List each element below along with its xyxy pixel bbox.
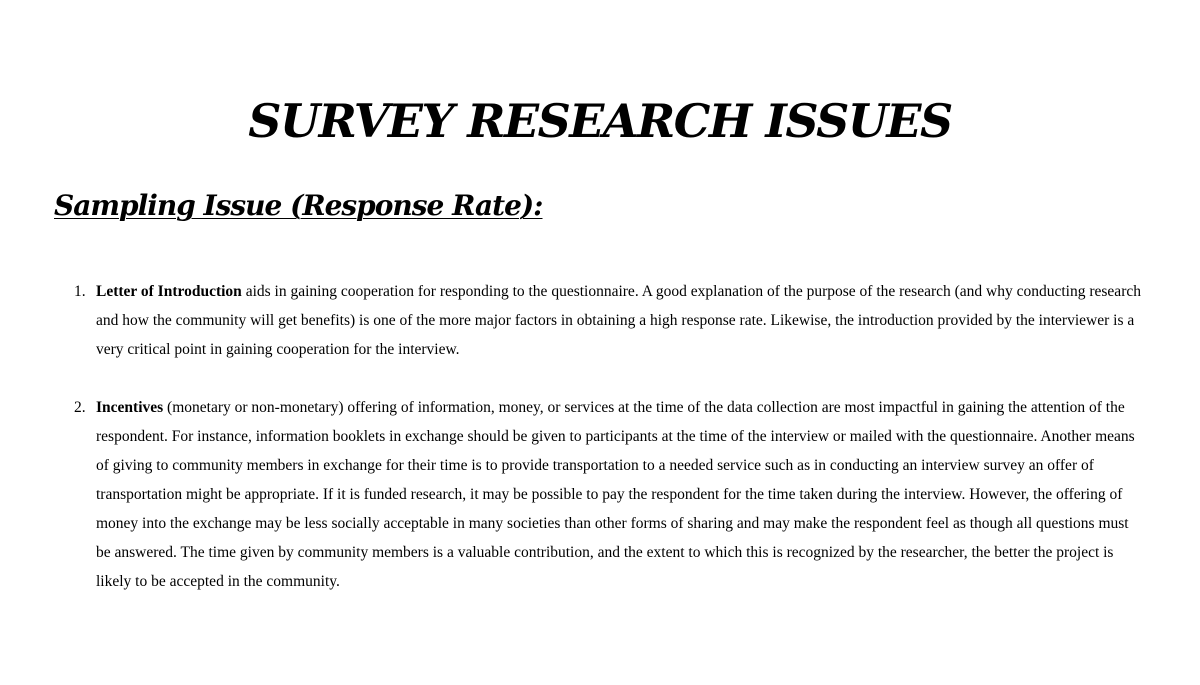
list-item-text: aids in gaining cooperation for responding to the questionnaire. A good explanation of the purpose of the research (and why conducting research and how the community will get benefits) is one of the more major factors in obtaining a high response rate. Likewise, the introduction provided by the interviewer is a very critical point in gaining cooperation for the interview.: [96, 283, 1141, 358]
list-item-number: 2.: [74, 399, 86, 416]
list-item-lead: Incentives: [96, 399, 164, 416]
list-item-lead: Letter of Introduction: [96, 283, 242, 300]
section-heading: Sampling Issue (Response Rate):: [54, 189, 543, 222]
numbered-list: [74, 277, 1146, 625]
list-item: [74, 277, 1146, 364]
list-item-number: 1.: [74, 283, 86, 300]
slide-title: SURVEY RESEARCH ISSUES: [248, 94, 952, 148]
list-item: [74, 393, 1146, 596]
list-item-text: (monetary or non-monetary) offering of information, money, or services at the time of the data collection are most impactful in gaining the attention of the respondent. For instance, information booklets in exchange should be given to participants at the time of the interview or mailed with the questionnaire. Another means of giving to community members in exchange for their time is to provide transportation to a needed service such as in conducting an interview survey an offer of transportation might be appropriate. If it is funded research, it may be possible to pay the respondent for the time taken during the interview. However, the offering of money into the exchange may be less socially acceptable in many societies than other forms of sharing and may make the respondent feel as though all questions must be answered. The time given by community members is a valuable contribution, and the extent to which this is recognized by the researcher, the better the project is likely to be accepted in the community.: [96, 399, 1135, 590]
